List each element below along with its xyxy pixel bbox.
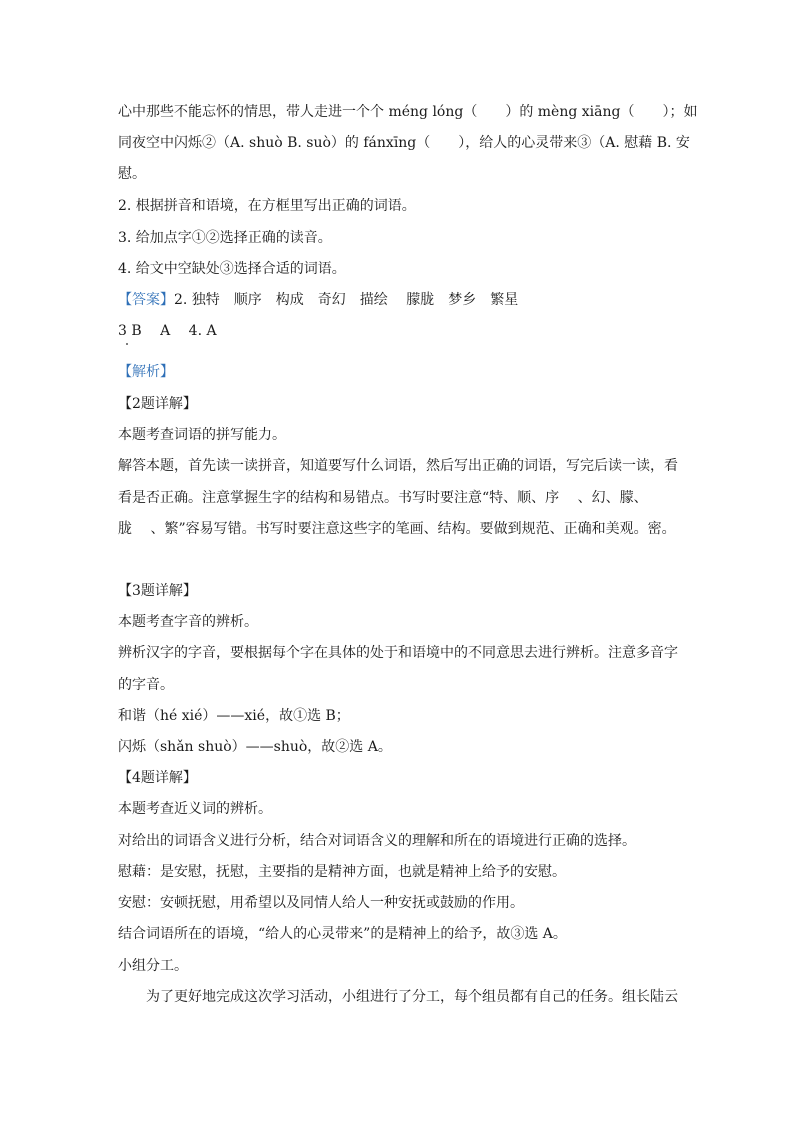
- question-line-2: 同夜空中闪烁②（A. shuò B. suò）的 fánxīng（ ），给人的心灵带来③（A. 慰藉 B. 安: [118, 135, 690, 151]
- q2-line-4: 胧 、繁”容易写错。书写时要注意这些字的笔画、结构。要做到规范、正确和美观。密。: [118, 521, 676, 537]
- answer-line-2: 3 B A 4. A: [118, 323, 217, 339]
- q3-line-3: 的字音。: [118, 677, 174, 693]
- q3-tag: 【3题详解】: [118, 583, 197, 599]
- q4-line-1: 本题考查近义词的辨析。: [118, 801, 272, 817]
- answer-words: 2. 独特 顺序 构成 奇幻 描绘 朦胧 梦乡 繁星: [174, 292, 519, 308]
- question-line-1: 心中那些不能忘怀的情思，带人走进一个个 méng lóng（ ）的 mèng xiāng（ ）；如: [118, 104, 698, 120]
- answer-tag: 【答案】: [118, 292, 174, 308]
- q4-line-3: 慰藉：是安慰，抚慰，主要指的是精神方面，也就是精神上给予的安慰。: [118, 864, 566, 880]
- q3-line-5: 闪烁（shǎn shuò）——shuò，故②选 A。: [118, 739, 392, 755]
- q4-line-2: 对给出的词语含义进行分析，结合对词语含义的理解和所在的语境进行正确的选择。: [118, 833, 636, 849]
- q3-line-4: 和谐（hé xié）——xié，故①选 B；: [118, 708, 350, 724]
- q3-line-2: 辨析汉字的字音，要根据每个字在具体的处于和语境中的不同意思去进行辨析。注意多音字: [118, 645, 678, 661]
- section-title: 小组分工。: [118, 958, 188, 974]
- q2-line-2: 解答本题，首先读一读拼音，知道要写什么词语，然后写出正确的词语，写完后读一读，看: [118, 458, 678, 474]
- analysis-tag: 【解析】: [118, 364, 174, 380]
- question-line-3: 慰。: [118, 166, 146, 182]
- question-item-3: 3. 给加点字①②选择正确的读音。: [118, 230, 332, 246]
- decorative-dot: [126, 343, 128, 345]
- q4-line-5: 结合词语所在的语境，“给人的心灵带来”的是精神上的给予，故③选 A。: [118, 926, 567, 942]
- paragraph-line: 为了更好地完成这次学习活动，小组进行了分工，每个组员都有自己的任务。组长陆云: [118, 989, 678, 1005]
- q2-line-3: 看是否正确。注意掌握生字的结构和易错点。书写时要注意“特、顺、序 、幻、朦、: [118, 490, 648, 506]
- q2-tag: 【2题详解】: [118, 396, 197, 412]
- q4-line-4: 安慰：安顿抚慰，用希望以及同情人给人一种安抚或鼓励的作用。: [118, 895, 524, 911]
- answer-line: [118, 290, 684, 310]
- q4-tag: 【4题详解】: [118, 770, 197, 786]
- q3-line-1: 本题考查字音的辨析。: [118, 614, 258, 630]
- question-item-4: 4. 给文中空缺处③选择合适的词语。: [118, 261, 346, 277]
- q2-line-1: 本题考查词语的拼写能力。: [118, 427, 286, 443]
- question-item-2: 2. 根据拼音和语境，在方框里写出正确的词语。: [118, 198, 416, 214]
